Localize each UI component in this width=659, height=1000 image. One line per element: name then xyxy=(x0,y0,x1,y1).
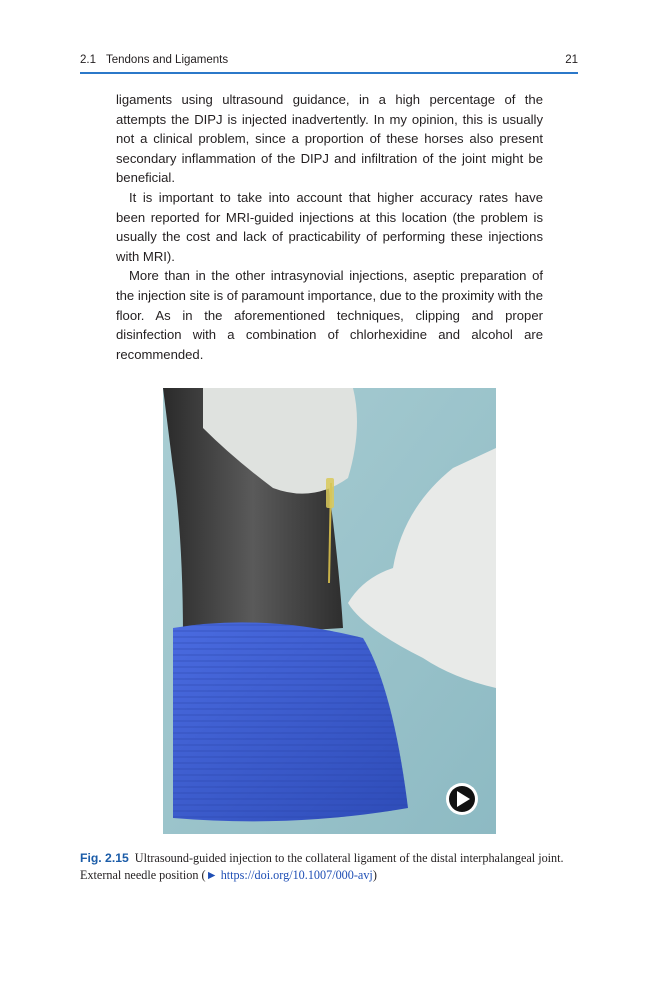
figure-label: Fig. 2.15 xyxy=(80,851,129,865)
body-text xyxy=(116,90,543,364)
header-rule xyxy=(80,72,578,74)
figure-photo xyxy=(163,388,496,834)
page-number: 21 xyxy=(565,54,578,66)
doi-link[interactable]: https://doi.org/10.1007/000-avj xyxy=(220,867,373,882)
section-number: 2.1 xyxy=(80,54,96,66)
section-title: Tendons and Ligaments xyxy=(106,54,229,66)
play-arrow-icon: ► xyxy=(205,867,218,882)
figure-caption xyxy=(80,850,590,883)
caption-closing: ) xyxy=(372,867,377,882)
caption-text: Ultrasound-guided injection to the collateral ligament of the distal interphalangeal joint. External needle position ( xyxy=(80,851,564,882)
injection-photo xyxy=(163,388,496,834)
paragraph: More than in the other intrasynovial injections, aseptic preparation of the injection site is of paramount importance, due to the proximity with the floor. As in the aforementioned techniques, clipping and proper disinfection with a combination of chlorhexidine and alcohol are recommended. xyxy=(116,268,543,362)
play-circle-icon[interactable] xyxy=(446,783,478,815)
paragraph: It is important to take into account that higher accuracy rates have been reported for MRI-guided injections at this location (the problem is usually the cost and lack of practicability of performing these injections with MRI). xyxy=(116,189,543,264)
running-head xyxy=(80,50,578,70)
paragraph: ligaments using ultrasound guidance, in a high percentage of the attempts the DIPJ is injected inadvertently. In my opinion, this is usually not a clinical problem, since a proportion of these horses also present secondary inflammation of the DIPJ and infiltration of the joint might be beneficial. xyxy=(116,92,543,186)
needle-hub xyxy=(326,478,334,508)
